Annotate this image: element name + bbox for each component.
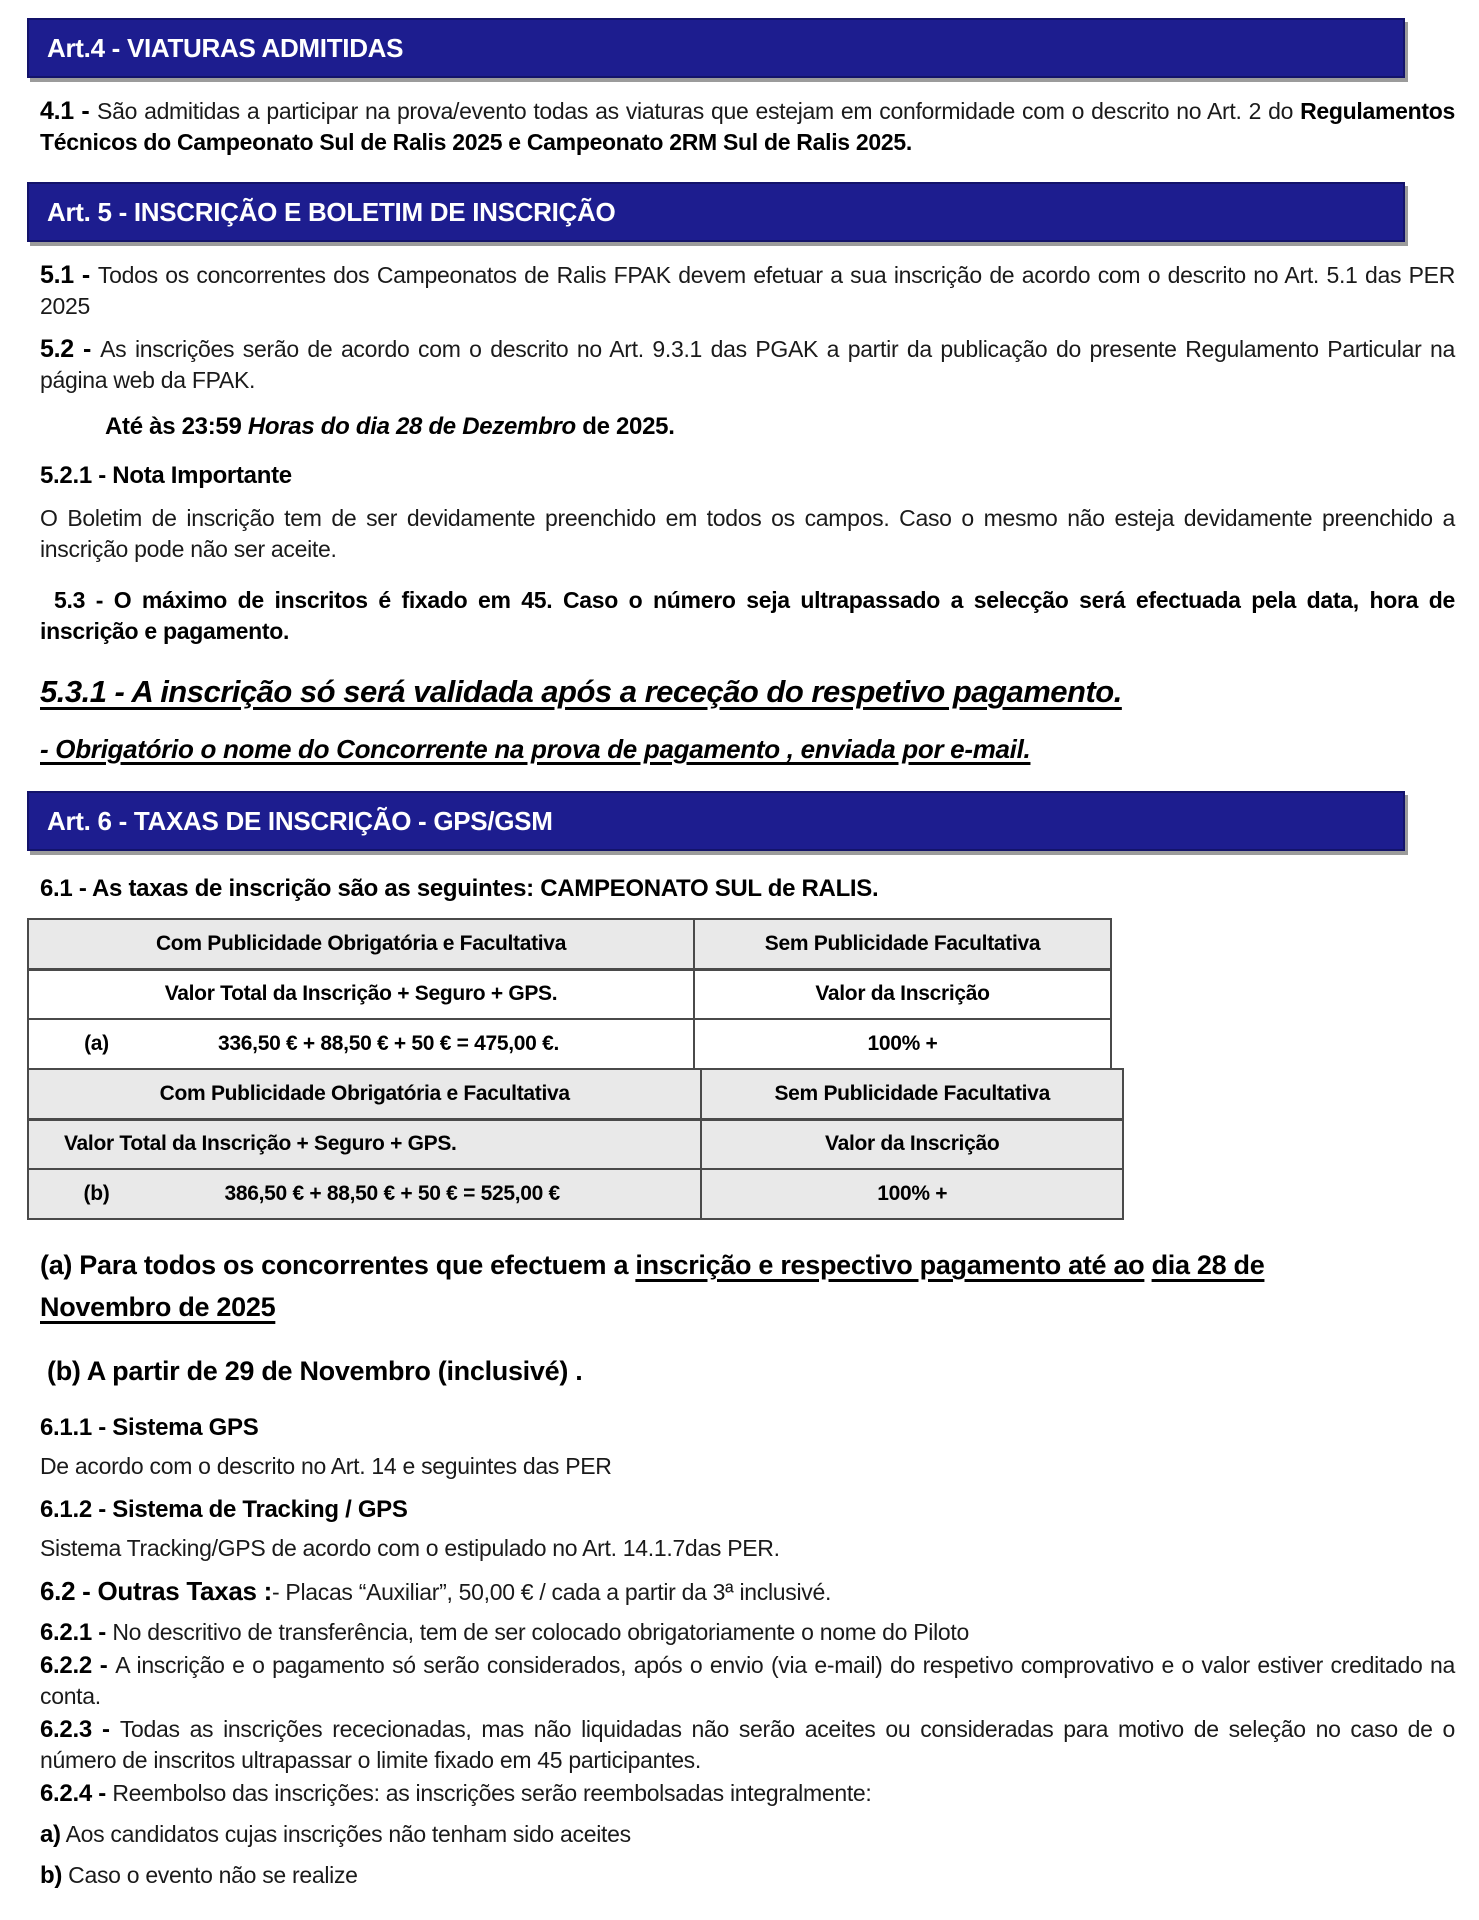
paragraph-6-1: 6.1 - As taxas de inscrição são as seguintes: CAMPEONATO SUL de RALIS. <box>40 875 879 902</box>
note-a-gap <box>1144 1250 1151 1280</box>
fee-table-a-subheader-cell-right: Valor da Inscrição <box>694 969 1111 1019</box>
fee-table-a-value-cell-left <box>28 1019 694 1069</box>
fee-table-b-formula: 386,50 € + 88,50 € + 50 € = 525,00 € <box>224 1182 560 1205</box>
fee-table-b-subheader-cell-right: Valor da Inscrição <box>701 1119 1123 1169</box>
paragraph-6-2-2-text: A inscrição e o pagamento só serão considerados, após o envio (via e-mail) do respetivo comprovativo e o valor estiver creditado na conta. <box>40 1652 1455 1709</box>
note-a-paragraph <box>40 1244 1455 1328</box>
fee-table-b-value-row <box>28 1169 1123 1219</box>
list-item-a <box>40 1819 1455 1850</box>
deadline-prefix: Até às 23:59 <box>105 413 248 440</box>
note-a-line1 <box>40 1244 1455 1286</box>
fee-table-a-header-cell-right: Sem Publicidade Facultativa <box>694 919 1111 969</box>
fee-table-a-subheader-cell-left: Valor Total da Inscrição + Seguro + GPS. <box>28 969 694 1019</box>
paragraph-5-2-number: 5.2 - <box>40 335 101 363</box>
paragraph-4-1 <box>40 96 1455 158</box>
paragraph-6-2-4-text: Reembolso das inscrições: as inscrições serão reembolsadas integralmente: <box>112 1780 872 1806</box>
art4-header-title: Art.4 - VIATURAS ADMITIDAS <box>47 33 404 63</box>
fee-table-a-header-row <box>28 919 1111 969</box>
fee-table-b-value-cell-right: 100% + <box>701 1169 1123 1219</box>
paragraph-6-2-1-text: No descritivo de transferência, tem de ser colocado obrigatoriamente o nome do Piloto <box>112 1619 969 1645</box>
paragraph-6-2-1 <box>40 1617 1455 1648</box>
fee-table-b-header-cell-left: Com Publicidade Obrigatória e Facultativa <box>28 1069 701 1119</box>
fee-table-b-header-row <box>28 1069 1123 1119</box>
art6-header-bar <box>27 791 1405 851</box>
note-a-underline-1: inscrição e respectivo pagamento até ao <box>635 1250 1145 1280</box>
list-item-b-text: Caso o evento não se realize <box>62 1862 358 1888</box>
paragraph-5-1-number: 5.1 - <box>40 261 98 289</box>
paragraph-6-1-2-title: 6.1.2 - Sistema de Tracking / GPS <box>40 1496 408 1523</box>
note-a-line2 <box>40 1286 1455 1328</box>
list-item-a-marker: a) <box>40 1821 61 1848</box>
paragraph-5-3: 5.3 - O máximo de inscritos é fixado em 45. Caso o número seja ultrapassado a selecção será efectuada pela data, hora de inscrição e pagamento. <box>40 587 1455 644</box>
fee-table-a-formula: 336,50 € + 88,50 € + 50 € = 475,00 €. <box>218 1032 559 1055</box>
paragraph-6-2-3-number: 6.2.3 - <box>40 1716 120 1743</box>
fee-table-b-subheader-row <box>28 1119 1123 1169</box>
fee-table-b-value-cell-left <box>28 1169 701 1219</box>
paragraph-5-1 <box>40 260 1455 322</box>
note-b-paragraph: (b) A partir de 29 de Novembro (inclusivé) . <box>47 1356 583 1386</box>
paragraph-5-2-1-title: 5.2.1 - Nota Importante <box>40 462 292 489</box>
paragraph-6-1-1-body: De acordo com o descrito no Art. 14 e seguintes das PER <box>40 1453 612 1479</box>
paragraph-5-2-text: As inscrições serão de acordo com o descrito no Art. 9.3.1 das PGAK a partir da publicação do presente Regulamento Particular na página web da FPAK. <box>40 336 1455 393</box>
paragraph-6-2-text: - Placas “Auxiliar”, 50,00 € / cada a partir da 3ª inclusivé. <box>271 1579 832 1605</box>
paragraph-6-2-3 <box>40 1714 1455 1776</box>
fee-table-b <box>27 1068 1124 1220</box>
fee-table-a-value-cell-right: 100% + <box>694 1019 1111 1069</box>
list-item-a-text: Aos candidatos cujas inscrições não tenham sido aceites <box>60 1821 631 1847</box>
note-a-underline-3: Novembro de 2025 <box>40 1292 276 1322</box>
paragraph-5-2-1-body: O Boletim de inscrição tem de ser devidamente preenchido em todos os campos. Caso o mesmo não esteja devidamente preenchido a inscrição pode não ser aceite. <box>40 505 1455 562</box>
art6-header-title: Art. 6 - TAXAS DE INSCRIÇÃO - GPS/GSM <box>47 806 553 836</box>
art5-header-bar <box>27 182 1405 242</box>
paragraph-4-1-text: São admitidas a participar na prova/evento todas as viaturas que estejam em conformidade com o descrito no Art. 2 do <box>97 98 1301 124</box>
fee-table-a-header-cell-left: Com Publicidade Obrigatória e Facultativa <box>28 919 694 969</box>
paragraph-6-2-4-number: 6.2.4 - <box>40 1780 113 1807</box>
fee-table-a-row-label: (a) <box>84 1032 109 1055</box>
deadline-italic-text: Horas do dia 28 de Dezembro <box>247 413 583 440</box>
paragraph-6-2-4 <box>40 1778 1455 1809</box>
list-item-b-marker: b) <box>40 1862 63 1889</box>
paragraph-6-2-1-number: 6.2.1 - <box>40 1619 113 1646</box>
mandatory-note-underlined: - Obrigatório o nome do Concorrente na prova de pagamento , enviada por e-mail. <box>40 734 1031 764</box>
fee-table-b-row-label: (b) <box>83 1182 110 1205</box>
art5-header-title: Art. 5 - INSCRIÇÃO E BOLETIM DE INSCRIÇÃO <box>47 197 616 227</box>
paragraph-5-3-1-underlined: 5.3.1 - A inscrição só será validada após a receção do respetivo pagamento. <box>40 674 1122 709</box>
fee-table-a-value-row <box>28 1019 1111 1069</box>
paragraph-6-1-2-body: Sistema Tracking/GPS de acordo com o estipulado no Art. 14.1.7das PER. <box>40 1535 780 1561</box>
paragraph-6-2-2-number: 6.2.2 - <box>40 1652 116 1679</box>
paragraph-6-1-1-title: 6.1.1 - Sistema GPS <box>40 1414 259 1441</box>
paragraph-6-2-3-text: Todas as inscrições rececionadas, mas não liquidadas não serão aceites ou consideradas para motivo de seleção no caso de o número de inscritos ultrapassar o limite fixado em 45 participantes. <box>40 1716 1455 1773</box>
list-item-b <box>40 1860 1455 1891</box>
deadline-suffix: de 2025. <box>582 413 675 440</box>
paragraph-5-1-text: Todos os concorrentes dos Campeonatos de Ralis FPAK devem efetuar a sua inscrição de acordo com o descrito no Art. 5.1 das PER 2025 <box>40 262 1456 319</box>
paragraph-4-1-number: 4.1 - <box>40 97 98 125</box>
note-a-underline-2: dia 28 de <box>1151 1250 1265 1280</box>
art4-header-bar <box>27 18 1405 78</box>
paragraph-6-2-2 <box>40 1650 1455 1712</box>
paragraph-6-2-bold: 6.2 - Outras Taxas : <box>40 1576 272 1606</box>
fee-table-b-header-cell-right: Sem Publicidade Facultativa <box>701 1069 1123 1119</box>
fee-table-a-subheader-row <box>28 969 1111 1019</box>
deadline-line <box>105 410 1479 444</box>
paragraph-5-2 <box>40 334 1455 396</box>
fee-table-a <box>27 918 1112 1070</box>
note-a-prefix: (a) Para todos os concorrentes que efectuem a <box>40 1250 636 1280</box>
paragraph-6-2 <box>40 1574 1455 1609</box>
paragraph-4-1-bold-text: Regulamentos Técnicos do Campeonato Sul de Ralis 2025 e Campeonato 2RM Sul de Ralis 2025. <box>40 98 1455 155</box>
fee-table-b-subheader-cell-left: Valor Total da Inscrição + Seguro + GPS. <box>28 1119 701 1169</box>
